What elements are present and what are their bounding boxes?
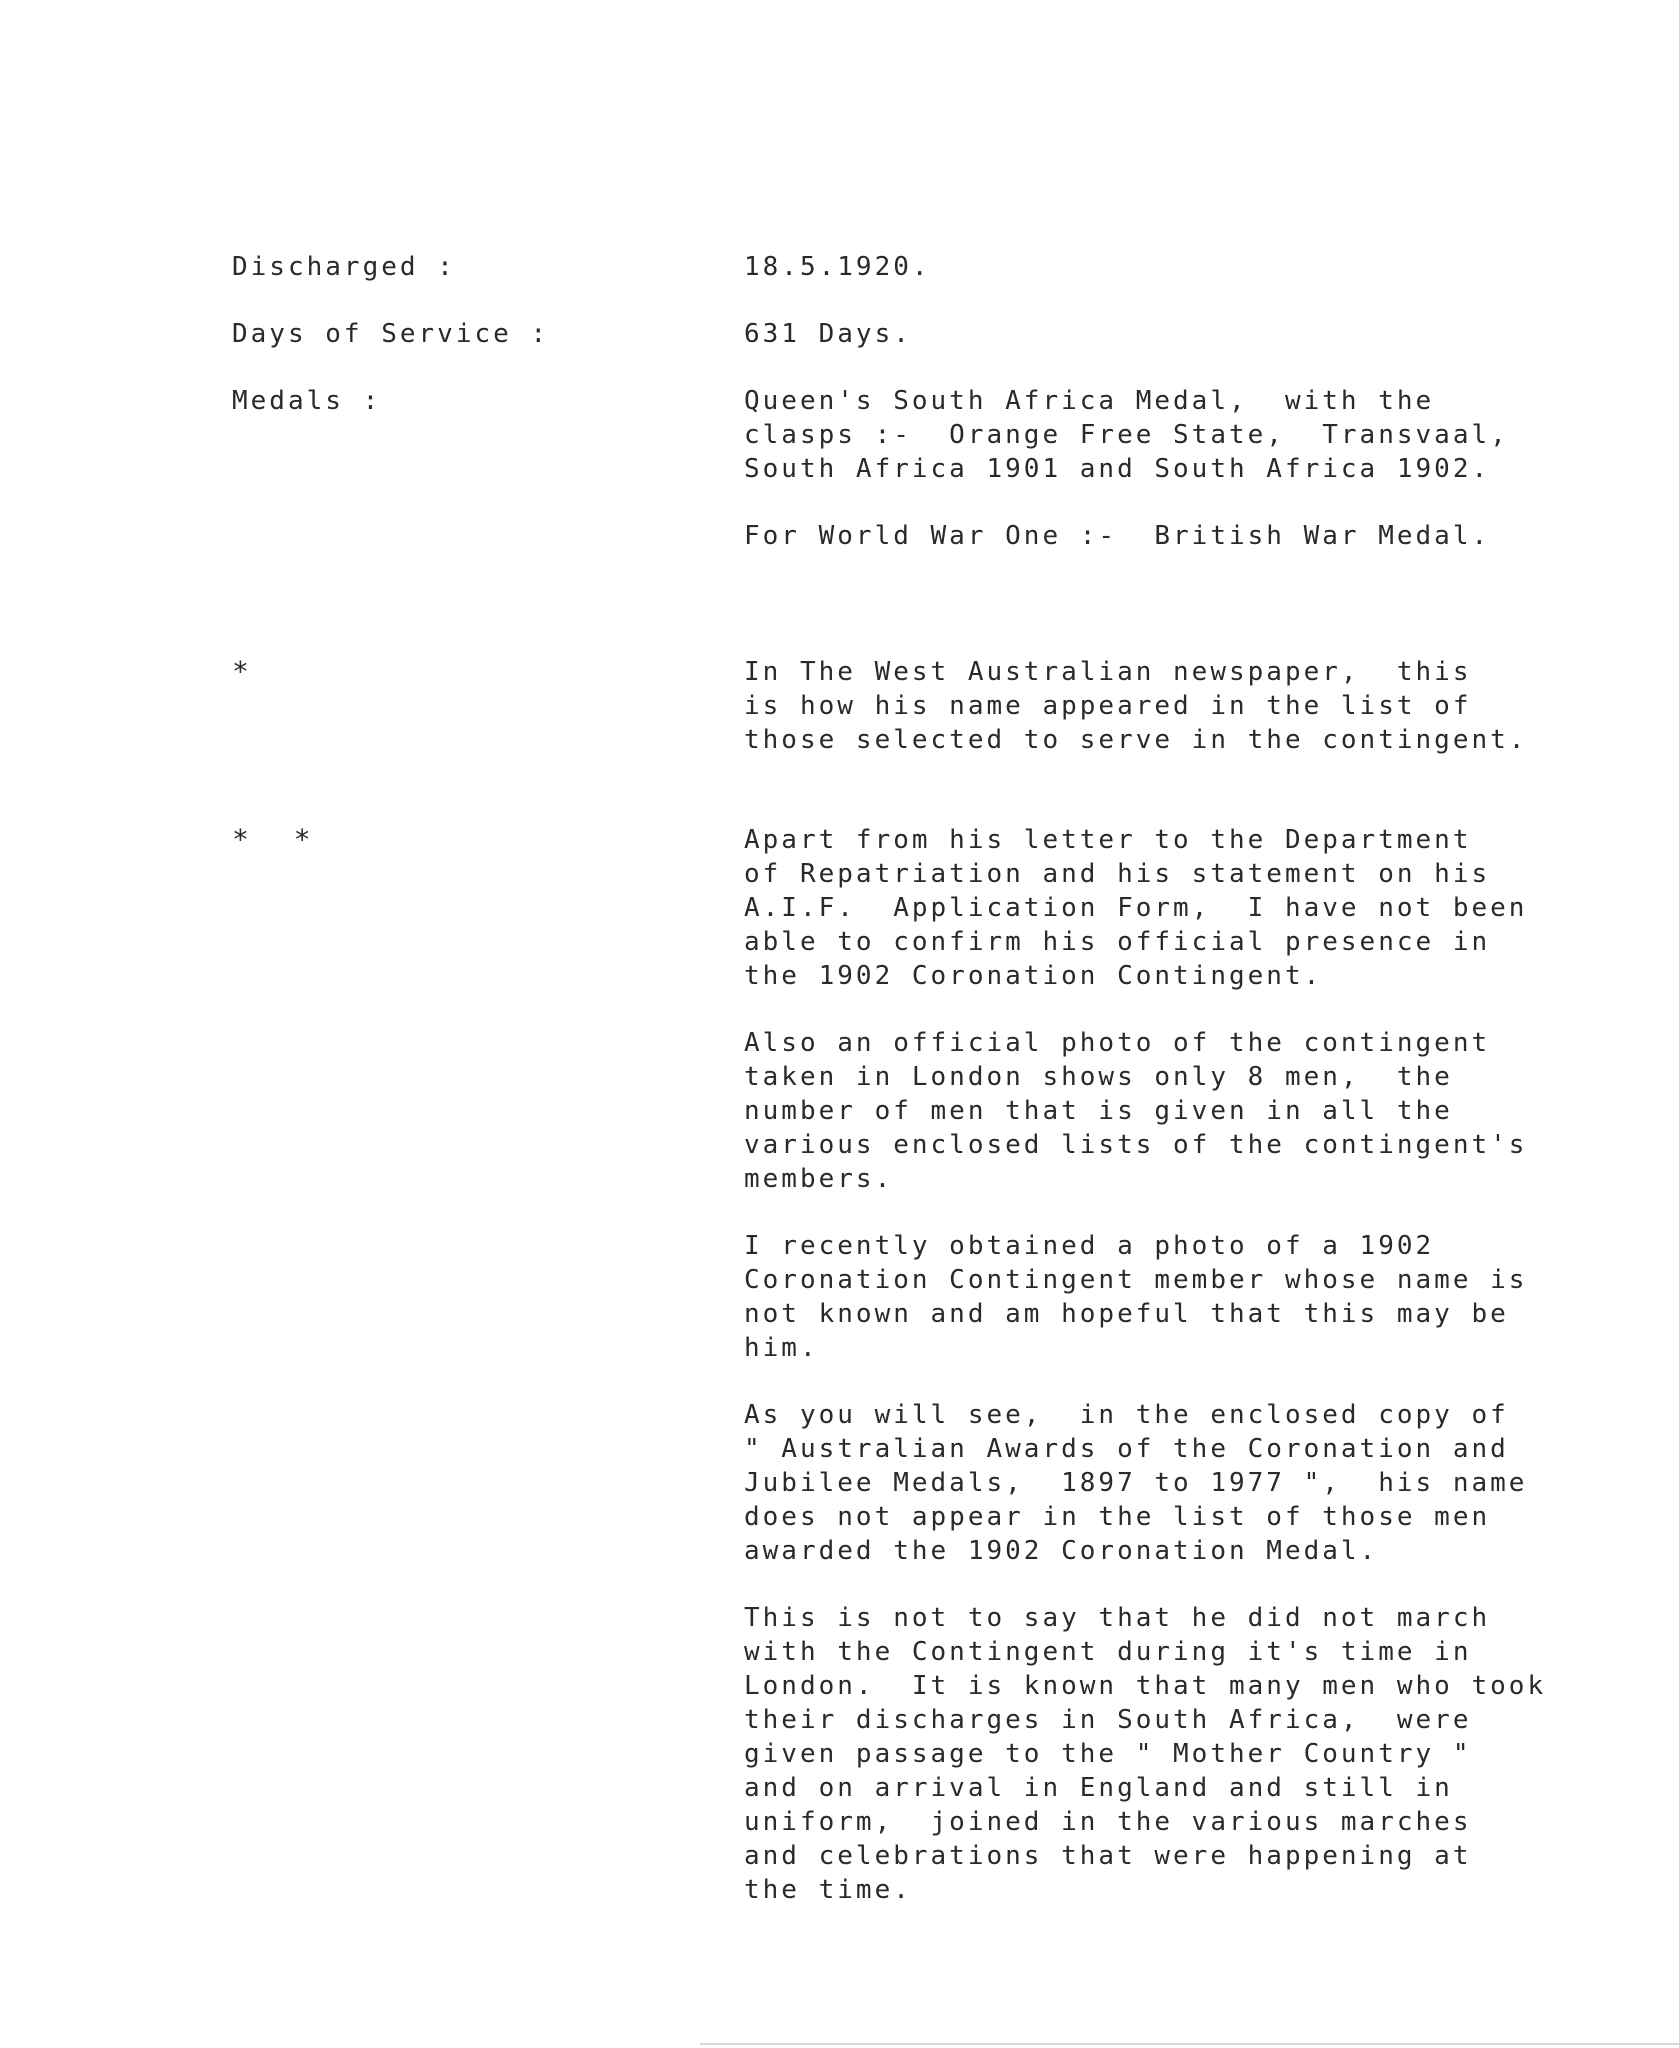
footnote-marker-single: * (232, 655, 263, 688)
text-line: able to confirm his official presence in (744, 927, 1491, 957)
text-line: is how his name appeared in the list of (744, 691, 1472, 721)
text-line: 18.5.1920. (744, 252, 931, 282)
text-line: This is not to say that he did not march (744, 1603, 1491, 1633)
paragraph (744, 823, 1624, 993)
field-label-days-of-service: Days of Service : (232, 319, 550, 349)
field-label-medals: Medals : (232, 386, 382, 416)
paragraph (744, 317, 1624, 351)
field-value-medals (744, 384, 1624, 586)
text-line: As you will see, in the enclosed copy of (744, 1400, 1509, 1430)
text-line: the 1902 Coronation Contingent. (744, 961, 1323, 991)
text-line: Queen's South Africa Medal, with the (744, 386, 1435, 416)
footnote-row-double-star (232, 823, 1632, 1940)
paragraph (744, 1398, 1624, 1568)
text-line: those selected to serve in the contingent. (744, 725, 1528, 755)
text-line: their discharges in South Africa, were (744, 1705, 1472, 1735)
field-value-days-of-service (744, 317, 1624, 384)
text-line: given passage to the " Mother Country " (744, 1739, 1472, 1769)
text-line: Coronation Contingent member whose name is (744, 1265, 1528, 1295)
text-line: various enclosed lists of the contingent's (744, 1130, 1528, 1160)
paragraph (744, 1601, 1624, 1907)
text-line: South Africa 1901 and South Africa 1902. (744, 454, 1491, 484)
paragraph (744, 1229, 1624, 1365)
paragraph (744, 250, 1624, 284)
text-line: awarded the 1902 Coronation Medal. (744, 1536, 1379, 1566)
text-line: number of men that is given in all the (744, 1096, 1453, 1126)
text-line: and on arrival in England and still in (744, 1773, 1453, 1803)
text-line: and celebrations that were happening at (744, 1841, 1472, 1871)
text-line: taken in London shows only 8 men, the (744, 1062, 1453, 1092)
text-line: uniform, joined in the various marches (744, 1807, 1472, 1837)
text-line: not known and am hopeful that this may be (744, 1299, 1509, 1329)
text-line: In The West Australian newspaper, this (744, 657, 1472, 687)
text-line: For World War One :- British War Medal. (744, 521, 1491, 551)
text-line: Apart from his letter to the Department (744, 825, 1472, 855)
text-line: London. It is known that many men who took (744, 1671, 1547, 1701)
paragraph (744, 1026, 1624, 1196)
field-label-discharged: Discharged : (232, 252, 456, 282)
footnote-text-double (744, 823, 1624, 1940)
text-line: clasps :- Orange Free State, Transvaal, (744, 420, 1509, 450)
field-row-discharged (232, 250, 1632, 317)
paragraph (744, 384, 1624, 486)
text-line: does not appear in the list of those men (744, 1502, 1491, 1532)
text-line: with the Contingent during it's time in (744, 1637, 1472, 1667)
field-row-medals (232, 384, 1632, 586)
paragraph (744, 655, 1624, 757)
text-line: Jubilee Medals, 1897 to 1977 ", his name (744, 1468, 1528, 1498)
footnote-marker-double: * * (232, 823, 325, 856)
paragraph (744, 519, 1624, 553)
text-line: Also an official photo of the contingent (744, 1028, 1491, 1058)
field-row-days-of-service (232, 317, 1632, 384)
text-line: A.I.F. Application Form, I have not been (744, 893, 1528, 923)
scan-bottom-edge (700, 2043, 1679, 2045)
text-line: members. (744, 1164, 894, 1194)
footnote-text-single (744, 655, 1624, 790)
text-line: I recently obtained a photo of a 1902 (744, 1231, 1435, 1261)
text-line: him. (744, 1333, 819, 1363)
text-line: of Repatriation and his statement on his (744, 859, 1491, 889)
text-line: 631 Days. (744, 319, 912, 349)
text-line: " Australian Awards of the Coronation and (744, 1434, 1509, 1464)
footnote-row-single-star (232, 655, 1632, 790)
field-value-discharged (744, 250, 1624, 317)
text-line: the time. (744, 1875, 912, 1905)
